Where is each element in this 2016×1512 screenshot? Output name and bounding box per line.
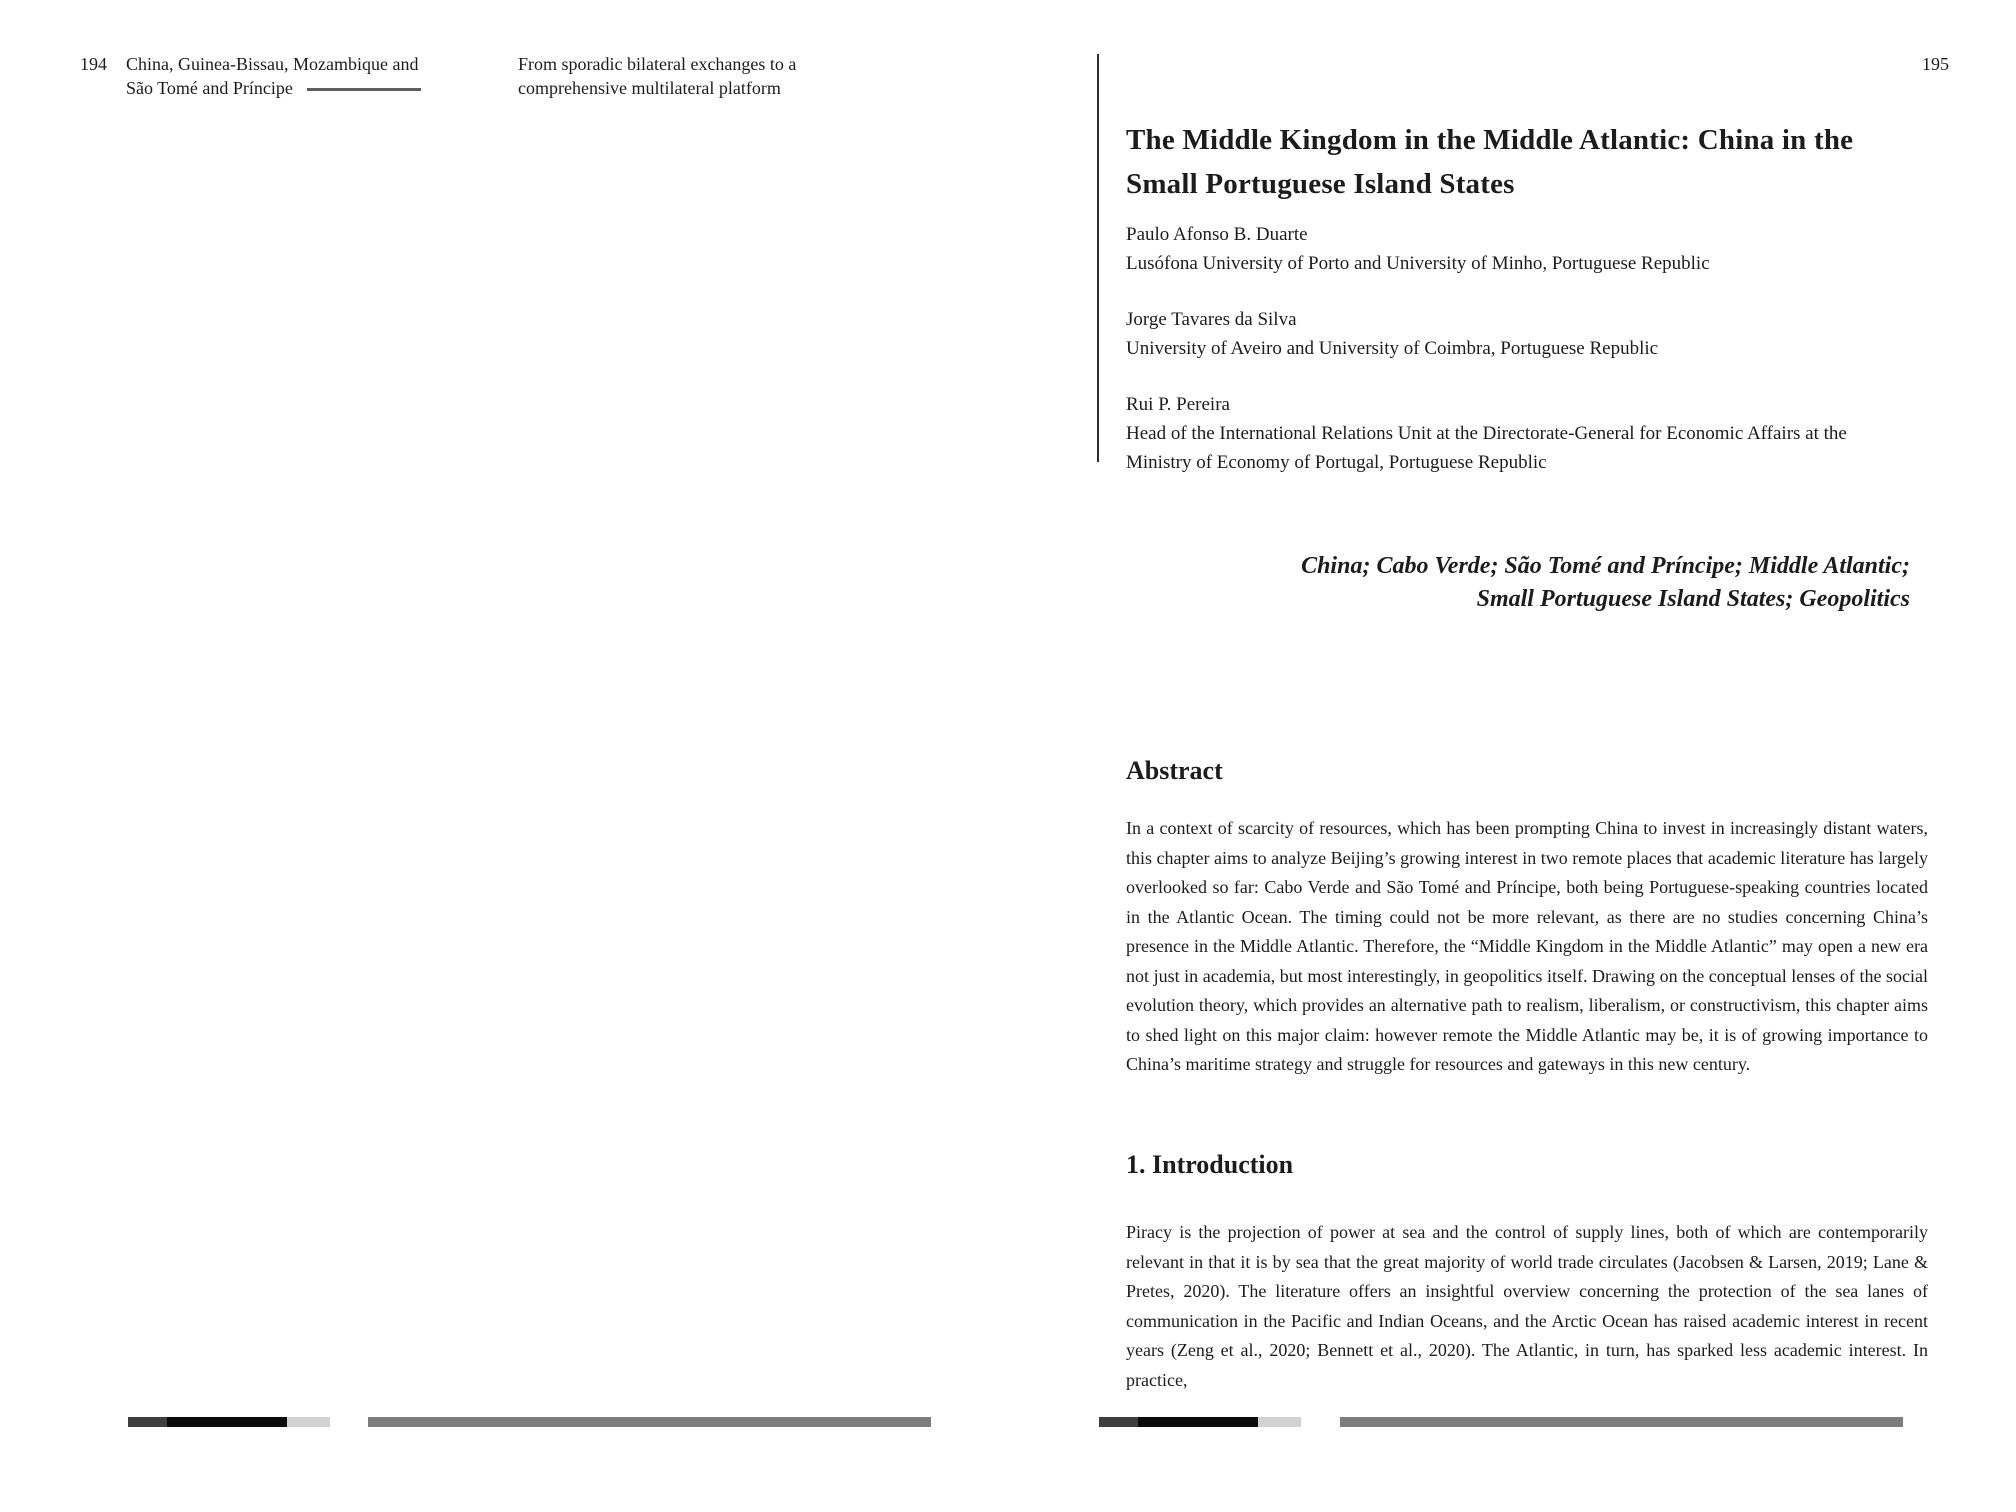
author-block xyxy=(1126,220,1868,278)
abstract-heading: Abstract xyxy=(1126,756,1223,785)
keywords-line1: China; Cabo Verde; São Tomé and Príncipe; Middle Atlantic; xyxy=(1301,553,1910,579)
author-name: Paulo Afonso B. Duarte xyxy=(1126,224,1308,245)
keywords-line2: Small Portuguese Island States; Geopolitics xyxy=(1476,586,1910,612)
running-head-section-line1: From sporadic bilateral exchanges to a xyxy=(518,54,797,74)
running-head-chapter xyxy=(126,52,456,100)
running-head-rule xyxy=(307,88,421,91)
footer-mark-black-segment xyxy=(167,1417,287,1427)
introduction-paragraph: Piracy is the projection of power at sea and the control of supply lines, both of which are contemporarily relevant in that it is by sea that the great majority of world trade circulates (Jacobsen & Larsen, 2019; Lane & Pretes, 2020). The literature offers an insightful overview concerning the protection of the sea lanes of communication in the Pacific and Indian Oceans, and the Arctic Ocean has raised academic interest in recent years (Zeng et al., 2020; Bennett et al., 2020). The Atlantic, in turn, has sparked less academic interest. In practice, xyxy=(1126,1222,1928,1390)
author-affiliation: Head of the International Relations Unit at the Directorate-General for Economic Affairs at the Ministry of Economy of Portugal, Portuguese Republic xyxy=(1126,423,1847,473)
footer-mark-dark-segment xyxy=(128,1417,167,1427)
running-head-chapter-line2: São Tomé and Príncipe xyxy=(126,78,293,98)
footer-mark-black-segment xyxy=(1138,1417,1258,1427)
abstract-paragraph: In a context of scarcity of resources, which has been prompting China to invest in increasingly distant waters, this chapter aims to analyze Beijing’s growing interest in two remote places that academic literature has largely overlooked so far: Cabo Verde and São Tomé and Príncipe, both being Portuguese-speaking countries located in the Atlantic Ocean. The timing could not be more relevant, as there are no studies concerning China’s presence in the Middle Atlantic. Therefore, the “Middle Kingdom in the Middle Atlantic” may open a new era not just in academia, but most interestingly, in geopolitics itself. Drawing on the conceptual lenses of the social evolution theory, which provides an alternative path to realism, liberalism, or constructivism, this chapter aims to shed light on this major claim: however remote the Middle Atlantic may be, it is of growing importance to China’s maritime strategy and struggle for resources and gateways in this new century. xyxy=(1126,818,1928,1074)
paper-title xyxy=(1126,118,1926,206)
author-block xyxy=(1126,305,1868,363)
author-name: Jorge Tavares da Silva xyxy=(1126,309,1297,330)
author-affiliation: University of Aveiro and University of Coimbra, Portuguese Republic xyxy=(1126,338,1659,359)
paper-title-line2: Small Portuguese Island States xyxy=(1126,168,1515,200)
footer-mark-dark-segment xyxy=(1099,1417,1138,1427)
author-name: Rui P. Pereira xyxy=(1126,394,1230,415)
introduction-heading: 1. Introduction xyxy=(1126,1150,1294,1179)
author-affiliation: Lusófona University of Porto and University of Minho, Portuguese Republic xyxy=(1126,253,1710,274)
running-head-section xyxy=(518,52,848,100)
footer-mark-bar-left xyxy=(368,1417,931,1427)
page-number-right: 195 xyxy=(1922,54,1949,74)
title-accent-line xyxy=(1097,54,1099,462)
keywords xyxy=(1110,550,1910,616)
paper-title-line1: The Middle Kingdom in the Middle Atlantic: China in the xyxy=(1126,124,1854,156)
running-head-chapter-line1: China, Guinea-Bissau, Mozambique and xyxy=(126,54,419,74)
page-number-left: 194 xyxy=(80,54,107,74)
author-list xyxy=(1126,220,1868,477)
footer-mark-light-segment xyxy=(287,1417,330,1427)
author-block xyxy=(1126,390,1868,477)
footer-mark-cluster-left xyxy=(128,1417,330,1427)
footer-mark-bar-right xyxy=(1340,1417,1903,1427)
running-head-section-line2: comprehensive multilateral platform xyxy=(518,78,781,98)
footer-mark-cluster-right xyxy=(1099,1417,1301,1427)
footer-mark-light-segment xyxy=(1258,1417,1301,1427)
